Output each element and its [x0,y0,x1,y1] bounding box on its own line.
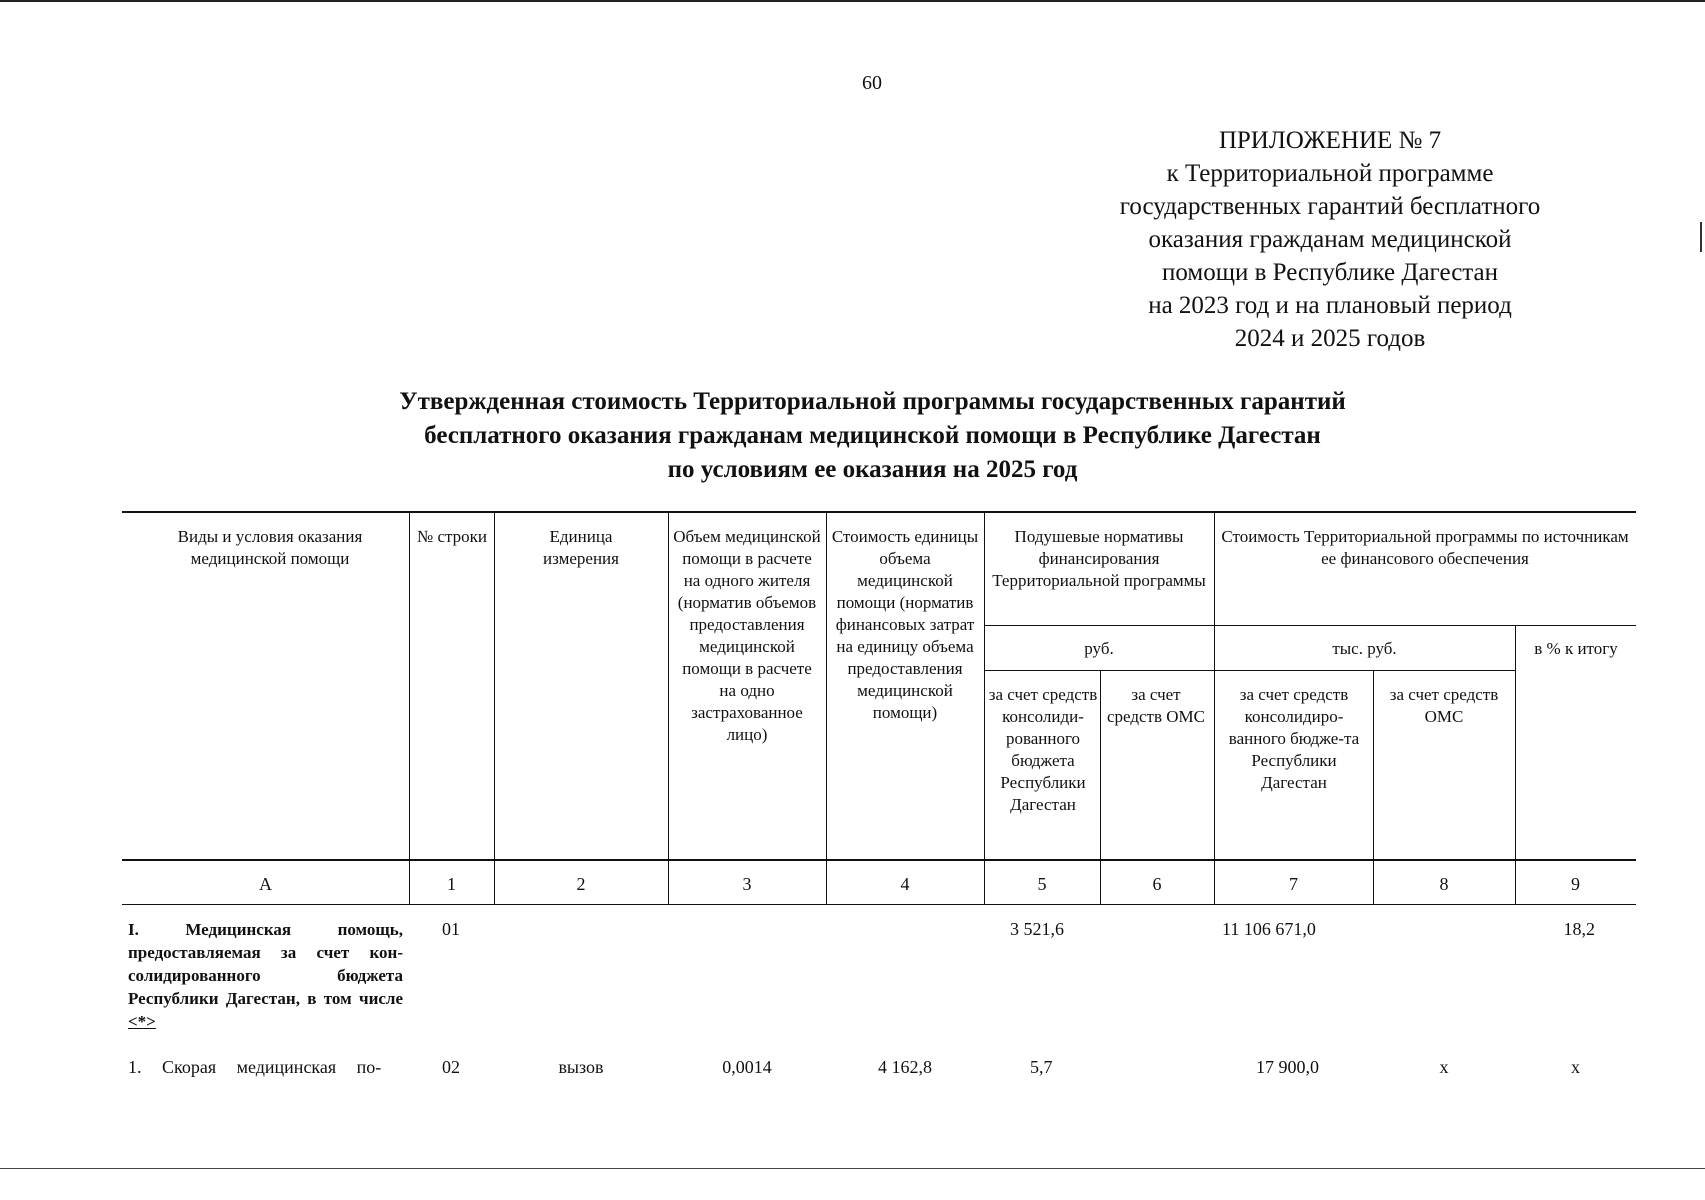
header-col-a: Виды и условия оказания медицинской помощи [177,527,363,568]
title-line: по условиям ее оказания на 2025 год [667,456,1078,483]
header-rule [984,670,1515,671]
col-divider [668,511,669,904]
header-col-2: Единица измерения [543,527,619,568]
column-number: 8 [1439,874,1449,894]
numbers-row-rule [122,904,1636,905]
header-group-per-capita: Подушевые нормативы финансирования Территориальной программы [992,527,1206,590]
header-col-9: в % к итогу [1534,639,1618,658]
title-line: бесплатного оказания гражданам медицинской помощи в Республике Дагестан [424,422,1321,449]
column-number: 3 [742,874,752,894]
footnote-link[interactable]: <*> [128,1012,156,1031]
col-divider [494,511,495,904]
row-percent: 18,2 [1563,919,1595,939]
header-bottom-rule [122,859,1636,861]
appendix-line: государственных гарантий бесплатного [1119,193,1541,220]
col-divider [826,511,827,904]
header-group-cost: Стоимость Территориальной программы по источникам ее финансового обеспечения [1221,527,1629,568]
title-line: Утвержденная стоимость Территориальной программы государственных гарантий [399,388,1346,415]
column-number: 5 [1037,874,1047,894]
header-col-4: Стоимость единицы объема медицинской помощи (норматив финансовых затрат на единицу объема предоставления медицинской помощи) [831,527,979,722]
column-number: 6 [1152,874,1162,894]
row-name-text: I. Медицинская помощь, предоставляемая за счет кон-солидированного бюджета Республики Дагестан, в том числе [128,920,403,1008]
row-percent: х [1571,1057,1580,1077]
header-col-3: Объем медицинской помощи в расчете на одного жителя (норматив объемов предоставления медицинской помощи в расчете на одно застрахованное лицо) [673,527,821,744]
appendix-line: на 2023 год и на плановый период [1148,292,1512,319]
header-col-7: за счет средств консолидиро-ванного бюдже-та Республики Дагестан [1228,685,1360,792]
column-number: 9 [1571,874,1580,894]
row-cost-budget: 11 106 671,0 [1222,919,1316,939]
appendix-line: помощи в Республике Дагестан [1161,259,1498,286]
column-number: 1 [447,874,456,894]
row-per-capita-budget: 5,7 [1030,1057,1053,1077]
col-divider [1515,625,1516,904]
row-line-number: 02 [442,1057,460,1077]
row-cost-oms: х [1439,1057,1449,1077]
appendix-line: оказания гражданам медицинской [1148,226,1512,253]
appendix-line: ПРИЛОЖЕНИЕ № 7 [1218,127,1442,154]
header-rule [984,625,1636,626]
row-unit-cost: 4 162,8 [878,1057,932,1077]
header-col-5: за счет средств консолиди-рованного бюджета Республики Дагестан [988,685,1098,814]
page-number: 60 [862,72,882,94]
column-number: А [259,874,272,894]
col-divider [984,511,985,904]
row-line-number: 01 [442,919,460,939]
header-col-6: за счет средств ОМС [1107,685,1205,726]
column-number: 4 [900,874,910,894]
row-per-capita-budget: 3 521,6 [1010,919,1064,939]
header-unit-rub: руб. [1084,639,1114,658]
header-unit-thousand-rub: тыс. руб. [1332,639,1397,658]
table-row-name [128,918,403,1033]
col-divider [409,511,410,904]
table-row-name: 1. Скорая медицинская по- [128,1057,382,1077]
row-volume: 0,0014 [722,1057,772,1077]
row-unit: вызов [558,1057,604,1077]
table-border-top [122,511,1636,513]
col-divider [1214,511,1215,904]
row-cost-budget: 17 900,0 [1256,1057,1319,1077]
header-col-1: № строки [416,527,487,546]
col-divider [1373,670,1374,904]
col-divider [1100,670,1101,904]
header-col-8: за счет средств ОМС [1389,685,1499,726]
appendix-line: к Территориальной программе [1166,160,1494,187]
appendix-line: 2024 и 2025 годов [1234,325,1426,352]
column-number: 7 [1289,874,1298,894]
column-number: 2 [576,874,586,894]
